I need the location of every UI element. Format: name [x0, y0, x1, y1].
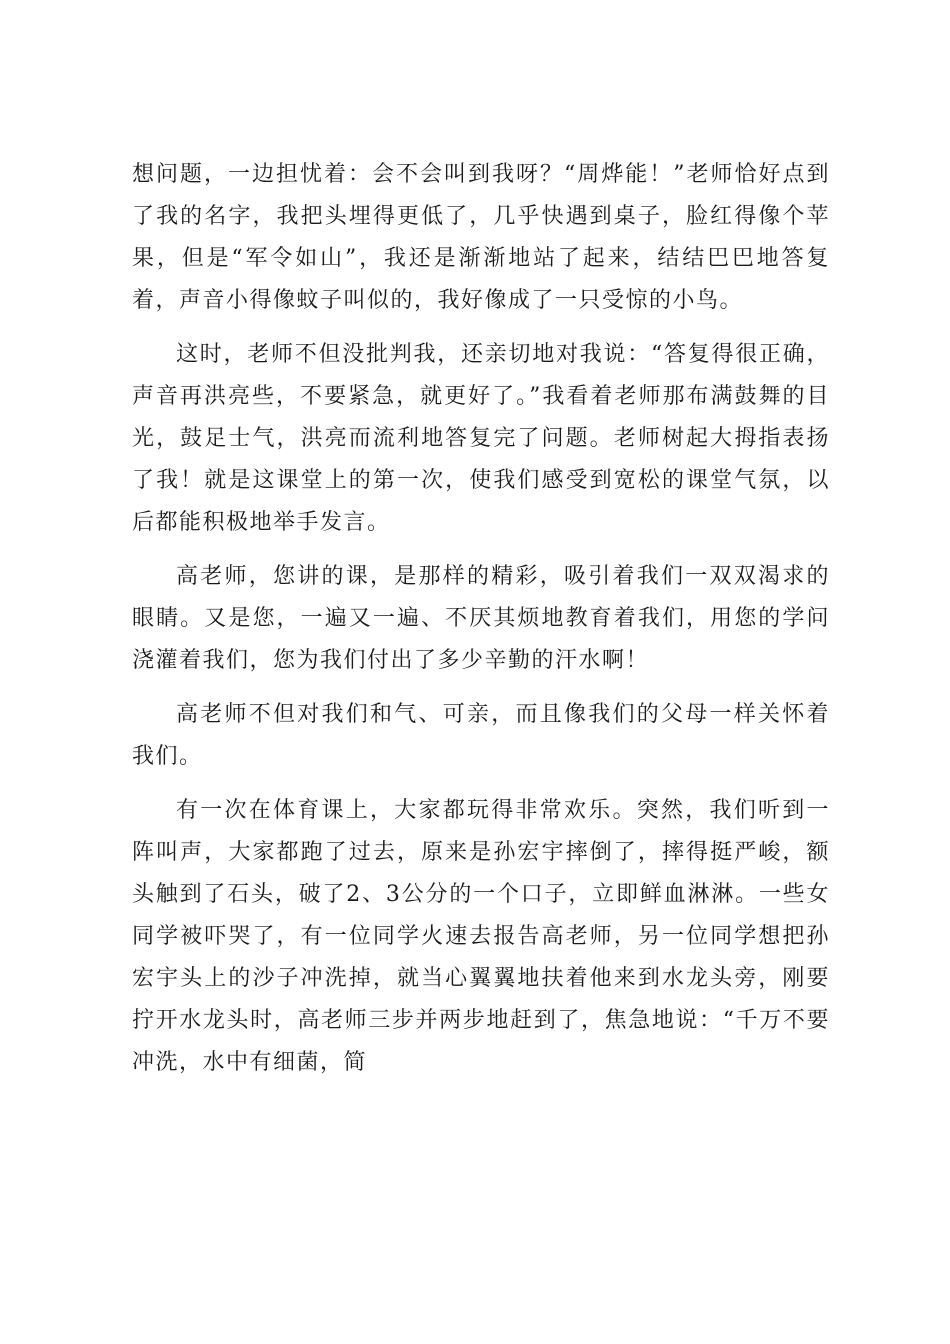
article-body [132, 154, 830, 1096]
paragraph: 想问题，一边担忧着：会不会叫到我呀？“周烨能！”老师恰好点到了我的名字，我把头埋得更低了，几乎快遇到桌子，脸红得像个苹果，但是“军令如山”，我还是渐渐地站了起来，结结巴巴地答复着，声音小得像蚊子叫似的，我好像成了一只受惊的小鸟。 [132, 162, 830, 313]
paragraph: 有一次在体育课上，大家都玩得非常欢乐。突然，我们听到一阵叫声，大家都跑了过去，原来是孙宏宇摔倒了，摔得挺严峻，额头触到了石头，破了2、3公分的一个口子，立即鲜血淋淋。一些女同学被吓哭了，有一位同学火速去报告高老师，另一位同学想把孙宏宇头上的沙子冲洗掉，就当心翼翼地扶着他来到水龙头旁，刚要拧开水龙头时，高老师三步并两步地赶到了，焦急地说：“千万不要冲洗，水中有细菌，简 [132, 798, 830, 1075]
paragraph: 高老师，您讲的课，是那样的精彩，吸引着我们一双双渴求的眼睛。又是您，一遍又一遍、不厌其烦地教育着我们，用您的学问浇灌着我们，您为我们付出了多少辛勤的汗水啊！ [132, 564, 830, 673]
paragraph: 这时，老师不但没批判我，还亲切地对我说：“答复得很正确，声音再洪亮些，不要紧急，就更好了。”我看着老师那布满鼓舞的目光，鼓足士气，洪亮而流利地答复完了问题。老师树起大拇指表扬了我！就是这课堂上的第一次，使我们感受到宽松的课堂气氛，以后都能积极地举手发言。 [132, 342, 830, 535]
paragraph: 高老师不但对我们和气、可亲，而且像我们的父母一样关怀着我们。 [132, 702, 830, 769]
